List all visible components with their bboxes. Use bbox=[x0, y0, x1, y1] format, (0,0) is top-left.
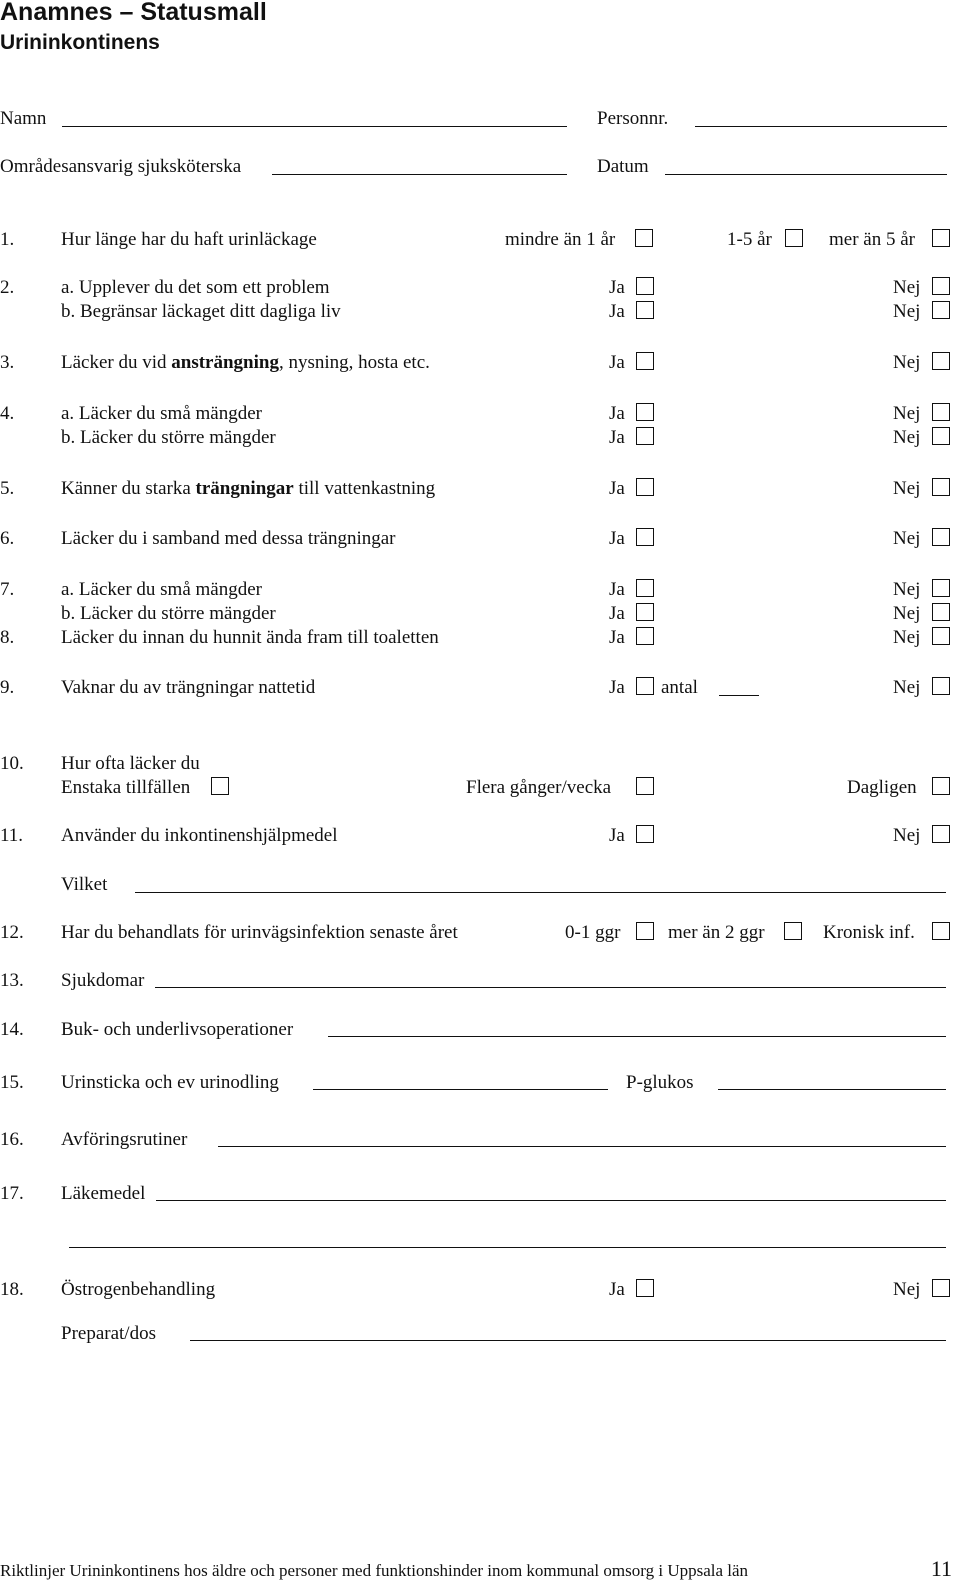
q11-vilket-field[interactable] bbox=[135, 892, 946, 893]
q4a-ja-label: Ja bbox=[609, 403, 625, 424]
q9-ja-checkbox[interactable] bbox=[636, 677, 654, 695]
q4a-ja-checkbox[interactable] bbox=[636, 403, 654, 421]
page-title: Anamnes – Statusmall bbox=[0, 0, 267, 26]
q4b-text: b. Läcker du större mängder bbox=[61, 427, 276, 448]
q8-ja-checkbox[interactable] bbox=[636, 627, 654, 645]
datum-label: Datum bbox=[597, 156, 649, 177]
q1-number: 1. bbox=[0, 229, 15, 250]
q12-text: Har du behandlats för urinvägsinfektion senaste året bbox=[61, 922, 458, 943]
q16-field[interactable] bbox=[218, 1146, 946, 1147]
q4b-nej-label: Nej bbox=[893, 427, 921, 448]
q2a-nej-checkbox[interactable] bbox=[932, 277, 950, 295]
q2-number: 2. bbox=[0, 277, 15, 298]
q1-opt1-label: mindre än 1 år bbox=[505, 229, 616, 250]
q15-number: 15. bbox=[0, 1072, 24, 1093]
q8-nej-label: Nej bbox=[893, 627, 921, 648]
q18-preparat-field[interactable] bbox=[190, 1340, 946, 1341]
q14-text: Buk- och underlivsoperationer bbox=[61, 1019, 294, 1040]
q11-nej-label: Nej bbox=[893, 825, 921, 846]
q3-number: 3. bbox=[0, 352, 15, 373]
q12-opt1-label: 0-1 ggr bbox=[565, 922, 621, 943]
q3-nej-label: Nej bbox=[893, 352, 921, 373]
q6-nej-label: Nej bbox=[893, 528, 921, 549]
q10-opt1-label: Enstaka tillfällen bbox=[61, 777, 191, 798]
q18-preparat-label: Preparat/dos bbox=[61, 1323, 156, 1344]
q3-text-pre: Läcker du vid bbox=[61, 352, 172, 373]
q10-opt1-checkbox[interactable] bbox=[211, 777, 229, 795]
q7b-text: b. Läcker du större mängder bbox=[61, 603, 276, 624]
q11-ja-checkbox[interactable] bbox=[636, 825, 654, 843]
q4a-nej-label: Nej bbox=[893, 403, 921, 424]
q9-nej-label: Nej bbox=[893, 677, 921, 698]
q7-number: 7. bbox=[0, 579, 15, 600]
q1-opt2-checkbox[interactable] bbox=[785, 229, 803, 247]
q10-number: 10. bbox=[0, 753, 24, 774]
q5-ja-label: Ja bbox=[609, 478, 625, 499]
q9-ja-label: Ja bbox=[609, 677, 625, 698]
q4a-nej-checkbox[interactable] bbox=[932, 403, 950, 421]
q10-opt3-label: Dagligen bbox=[847, 777, 917, 798]
q7a-nej-checkbox[interactable] bbox=[932, 579, 950, 597]
q5-text-post: till vattenkastning bbox=[293, 478, 436, 499]
q17-number: 17. bbox=[0, 1183, 24, 1204]
q9-nej-checkbox[interactable] bbox=[932, 677, 950, 695]
q13-number: 13. bbox=[0, 970, 24, 991]
q6-ja-label: Ja bbox=[609, 528, 625, 549]
q10-opt3-checkbox[interactable] bbox=[932, 777, 950, 795]
page-number: 11 bbox=[930, 1556, 952, 1581]
q17-field[interactable] bbox=[156, 1200, 946, 1201]
personnr-label: Personnr. bbox=[597, 108, 669, 129]
q3-text-post: , nysning, hosta etc. bbox=[278, 352, 430, 373]
datum-field[interactable] bbox=[665, 174, 947, 175]
q4b-ja-label: Ja bbox=[609, 427, 625, 448]
q8-number: 8. bbox=[0, 627, 15, 648]
q5-ja-checkbox[interactable] bbox=[636, 478, 654, 496]
namn-field[interactable] bbox=[62, 126, 567, 127]
q1-opt3-label: mer än 5 år bbox=[829, 229, 915, 250]
q10-text: Hur ofta läcker du bbox=[61, 753, 200, 774]
q3-ja-label: Ja bbox=[609, 352, 625, 373]
q5-nej-label: Nej bbox=[893, 478, 921, 499]
omradesansvarig-label: Områdesansvarig sjuksköterska bbox=[0, 156, 242, 177]
q11-number: 11. bbox=[0, 825, 24, 846]
q18-nej-checkbox[interactable] bbox=[932, 1279, 950, 1297]
q17-text: Läkemedel bbox=[61, 1183, 146, 1204]
q8-text: Läcker du innan du hunnit ända fram till toaletten bbox=[61, 627, 439, 648]
q6-nej-checkbox[interactable] bbox=[932, 528, 950, 546]
q2b-text: b. Begränsar läckaget ditt dagliga liv bbox=[61, 301, 341, 322]
q7a-ja-label: Ja bbox=[609, 579, 625, 600]
q4-number: 4. bbox=[0, 403, 15, 424]
q1-opt3-checkbox[interactable] bbox=[932, 229, 950, 247]
q2a-ja-label: Ja bbox=[609, 277, 625, 298]
q7a-ja-checkbox[interactable] bbox=[636, 579, 654, 597]
q2a-ja-checkbox[interactable] bbox=[636, 277, 654, 295]
q12-opt3-checkbox[interactable] bbox=[932, 922, 950, 940]
q4b-nej-checkbox[interactable] bbox=[932, 427, 950, 445]
q4a-text: a. Läcker du små mängder bbox=[61, 403, 262, 424]
q15-pglukos-label: P-glukos bbox=[626, 1072, 694, 1093]
omradesansvarig-field[interactable] bbox=[272, 174, 567, 175]
q13-field[interactable] bbox=[155, 987, 946, 988]
q10-opt2-checkbox[interactable] bbox=[636, 777, 654, 795]
q18-nej-label: Nej bbox=[893, 1279, 921, 1300]
q5-nej-checkbox[interactable] bbox=[932, 478, 950, 496]
q5-text-pre: Känner du starka bbox=[61, 478, 196, 499]
q18-number: 18. bbox=[0, 1279, 24, 1300]
q16-number: 16. bbox=[0, 1129, 24, 1150]
q9-antal-field[interactable] bbox=[719, 695, 759, 696]
q11-ja-label: Ja bbox=[609, 825, 625, 846]
q3-ja-checkbox[interactable] bbox=[636, 352, 654, 370]
q17-field-extra[interactable] bbox=[69, 1247, 946, 1248]
q11-text: Använder du inkontinenshjälpmedel bbox=[61, 825, 338, 846]
q5-text bbox=[61, 479, 435, 498]
q7a-nej-label: Nej bbox=[893, 579, 921, 600]
q2a-text: a. Upplever du det som ett problem bbox=[61, 277, 330, 298]
q1-opt2-label: 1-5 år bbox=[727, 229, 772, 250]
q2b-nej-checkbox[interactable] bbox=[932, 301, 950, 319]
q5-number: 5. bbox=[0, 478, 15, 499]
q7b-ja-label: Ja bbox=[609, 603, 625, 624]
q14-number: 14. bbox=[0, 1019, 24, 1040]
q7b-ja-checkbox[interactable] bbox=[636, 603, 654, 621]
q18-ja-label: Ja bbox=[609, 1279, 625, 1300]
q2b-ja-label: Ja bbox=[609, 301, 625, 322]
q12-opt1-checkbox[interactable] bbox=[636, 922, 654, 940]
q8-nej-checkbox[interactable] bbox=[932, 627, 950, 645]
q11-nej-checkbox[interactable] bbox=[932, 825, 950, 843]
page-subtitle: Urininkontinens bbox=[0, 31, 160, 54]
q2b-ja-checkbox[interactable] bbox=[636, 301, 654, 319]
q15-urinsticka-field[interactable] bbox=[313, 1089, 608, 1090]
namn-label: Namn bbox=[0, 108, 47, 129]
q1-opt1-checkbox[interactable] bbox=[635, 229, 653, 247]
q2a-nej-label: Nej bbox=[893, 277, 921, 298]
q7a-text: a. Läcker du små mängder bbox=[61, 579, 262, 600]
q3-nej-checkbox[interactable] bbox=[932, 352, 950, 370]
q6-number: 6. bbox=[0, 528, 15, 549]
q12-number: 12. bbox=[0, 922, 24, 943]
q2b-nej-label: Nej bbox=[893, 301, 921, 322]
q7b-nej-checkbox[interactable] bbox=[932, 603, 950, 621]
q3-text bbox=[61, 353, 430, 372]
personnr-field[interactable] bbox=[695, 126, 947, 127]
q9-number: 9. bbox=[0, 677, 15, 698]
q15-pglukos-field[interactable] bbox=[718, 1089, 946, 1090]
q14-field[interactable] bbox=[328, 1036, 946, 1037]
q9-antal-label: antal bbox=[661, 677, 698, 698]
q12-opt2-label: mer än 2 ggr bbox=[668, 922, 765, 943]
q6-ja-checkbox[interactable] bbox=[636, 528, 654, 546]
q9-text: Vaknar du av trängningar nattetid bbox=[61, 677, 316, 698]
q10-opt2-label: Flera gånger/vecka bbox=[466, 777, 612, 798]
q4b-ja-checkbox[interactable] bbox=[636, 427, 654, 445]
q6-text: Läcker du i samband med dessa trängningar bbox=[61, 528, 396, 549]
footer-text: Riktlinjer Urininkontinens hos äldre och personer med funktionshinder inom kommunal omsorg i Uppsala län bbox=[0, 1561, 749, 1580]
q13-text: Sjukdomar bbox=[61, 970, 145, 991]
q1-text: Hur länge har du haft urinläckage bbox=[61, 229, 317, 250]
q7b-nej-label: Nej bbox=[893, 603, 921, 624]
q8-ja-label: Ja bbox=[609, 627, 625, 648]
q12-opt3-label: Kronisk inf. bbox=[823, 922, 915, 943]
q15-text: Urinsticka och ev urinodling bbox=[61, 1072, 279, 1093]
q12-opt2-checkbox[interactable] bbox=[784, 922, 802, 940]
q3-text-bold: ansträngning bbox=[171, 352, 279, 373]
q16-text: Avföringsrutiner bbox=[61, 1129, 188, 1150]
q5-text-bold: trängningar bbox=[195, 478, 294, 499]
q18-ja-checkbox[interactable] bbox=[636, 1279, 654, 1297]
q18-text: Östrogenbehandling bbox=[61, 1279, 216, 1300]
q11-vilket-label: Vilket bbox=[61, 874, 108, 895]
